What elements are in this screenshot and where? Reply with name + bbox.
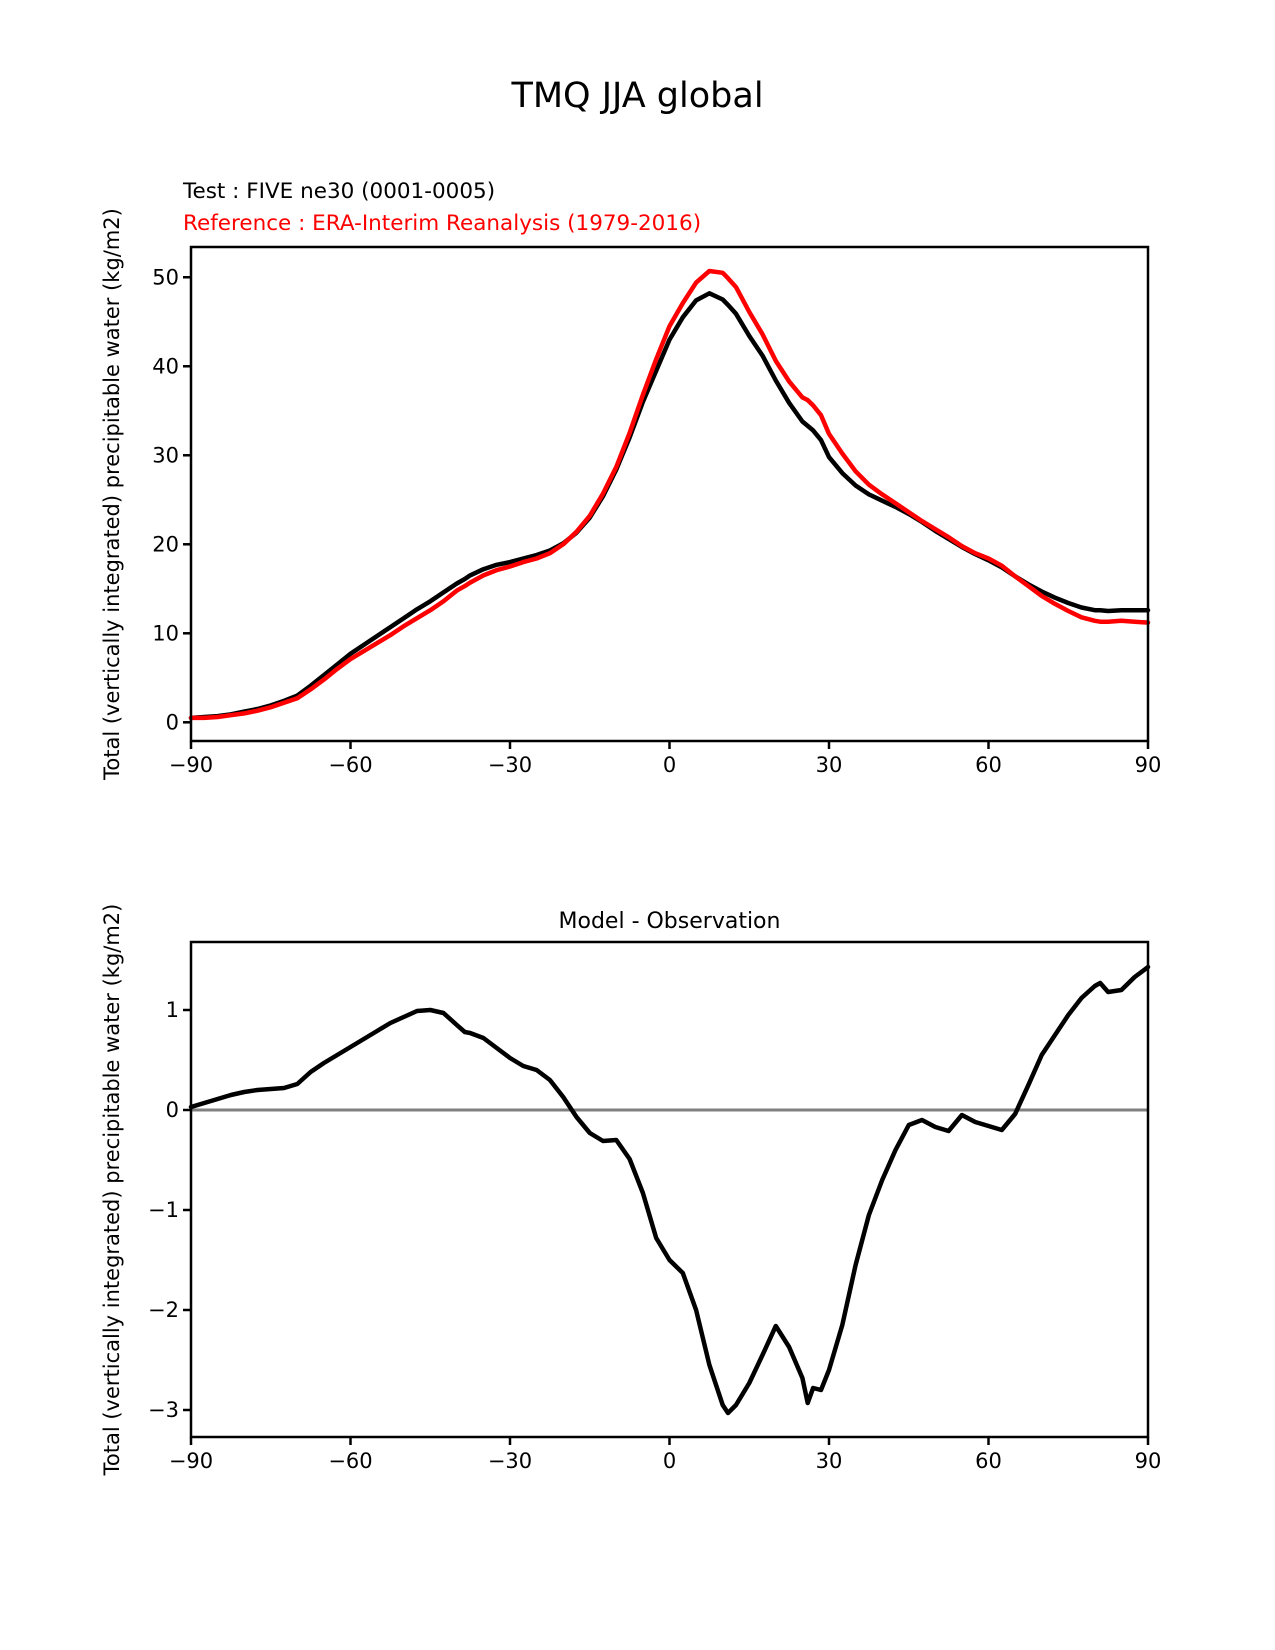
- chart-title-bottom: Model - Observation: [558, 909, 781, 934]
- x-tick-label: −30: [487, 753, 533, 777]
- y-tick-label: 20: [152, 532, 179, 557]
- x-tick-label: 60: [975, 1449, 1002, 1473]
- x-tick-label: 30: [815, 753, 843, 777]
- x-tick-label: −90: [168, 1449, 214, 1473]
- y-tick-label: −1: [148, 1198, 179, 1222]
- x-tick-label: −30: [487, 1449, 533, 1473]
- y-tick-label: 0: [165, 710, 179, 735]
- y-tick-label: 40: [152, 354, 179, 379]
- x-tick-label: 0: [662, 753, 677, 777]
- y-tick-label: −3: [148, 1398, 179, 1422]
- y-tick-label: 0: [165, 1098, 179, 1122]
- x-tick-label: −60: [328, 753, 373, 777]
- y-axis-label: Total (vertically integrated) precipitable water (kg/m2): [100, 903, 124, 1476]
- test-model-line: [191, 293, 1148, 718]
- y-tick-label: 30: [152, 443, 179, 468]
- y-tick-label: 50: [152, 265, 179, 290]
- y-axis-label: Total (vertically integrated) precipitable water (kg/m2): [100, 208, 124, 780]
- x-tick-label: −90: [168, 753, 214, 777]
- x-tick-label: 90: [1134, 753, 1162, 777]
- x-tick-label: 90: [1134, 1449, 1162, 1473]
- figure-title: TMQ JJA global: [511, 76, 764, 116]
- legend-reference-label: Reference : ERA-Interim Reanalysis (1979-2016): [183, 211, 702, 236]
- x-tick-label: −60: [328, 1449, 373, 1473]
- x-tick-label: 30: [815, 1449, 843, 1473]
- legend-test-label: Test : FIVE ne30 (0001-0005): [183, 179, 496, 204]
- model-minus-obs-line: [191, 967, 1148, 1413]
- y-tick-label: 10: [152, 621, 179, 646]
- y-tick-label: 1: [165, 998, 179, 1022]
- plot-frame: [191, 942, 1148, 1437]
- x-tick-label: 0: [662, 1449, 677, 1473]
- x-tick-label: 60: [975, 753, 1002, 777]
- y-tick-label: −2: [148, 1298, 179, 1322]
